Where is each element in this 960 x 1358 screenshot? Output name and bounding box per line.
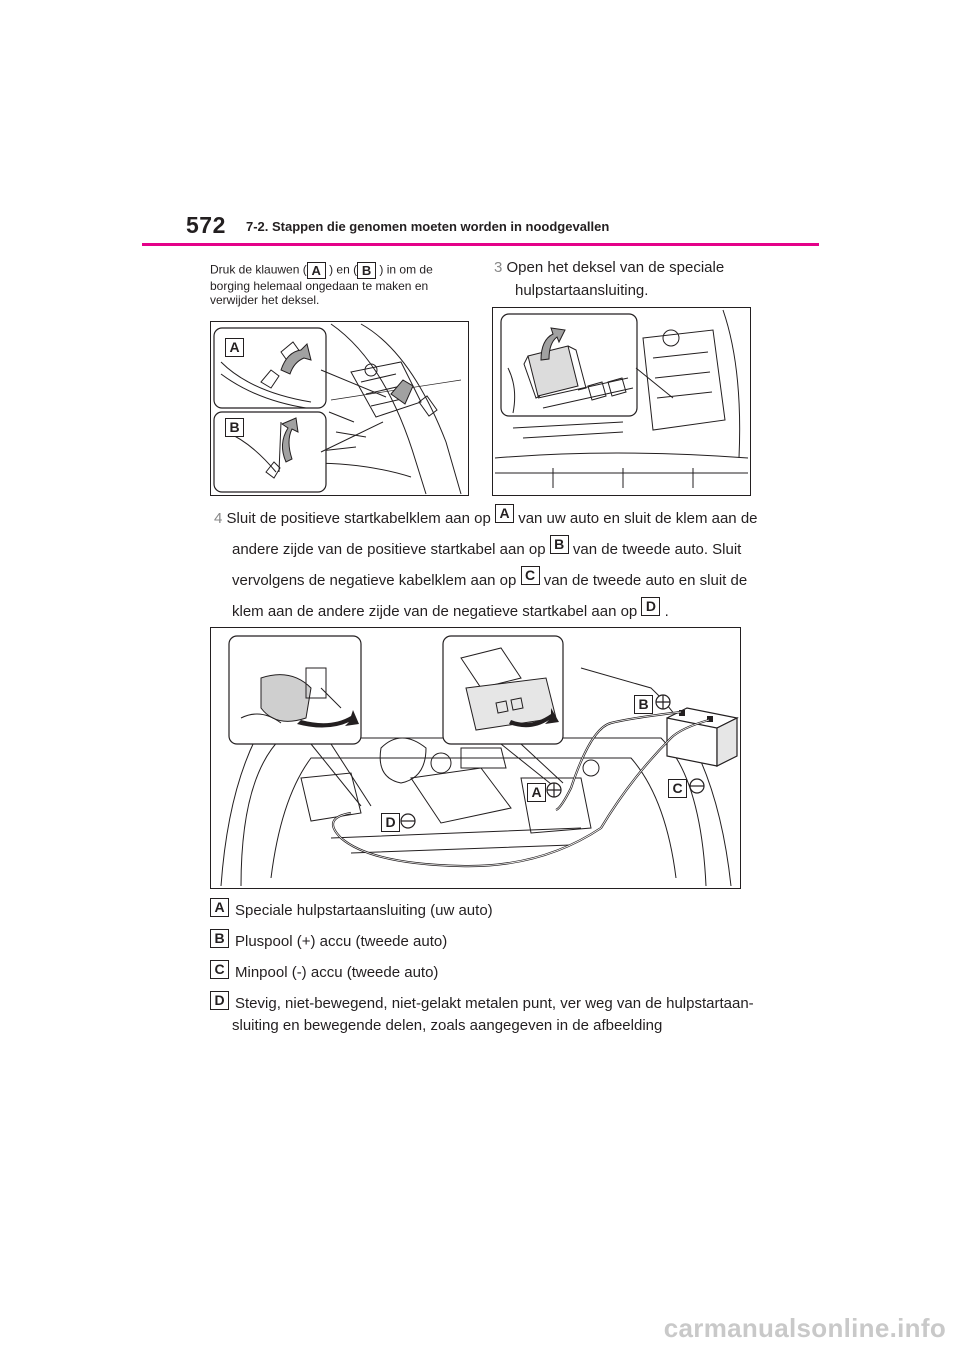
figure-label-c: C	[668, 779, 687, 798]
second-car-battery-icon	[667, 708, 737, 766]
engine-bay-illustration	[211, 322, 468, 495]
figure-hood-claws	[210, 321, 469, 496]
legend-text: Minpool (-) accu (tweede auto)	[235, 964, 439, 981]
label-box-b: B	[357, 262, 376, 279]
step-number: 3	[494, 259, 503, 276]
step-text: andere zijde van de positieve startkabel aan op	[232, 541, 546, 558]
inline-label-d: D	[641, 597, 660, 616]
legend-list	[210, 900, 770, 1037]
label-box-a: A	[307, 262, 326, 279]
legend-item	[210, 962, 770, 993]
figure-caption-note	[210, 262, 460, 307]
legend-text: Speciale hulpstartaansluiting (uw auto)	[235, 902, 493, 919]
figure-label-a: A	[527, 783, 546, 802]
step-4	[214, 504, 774, 632]
watermark: carmanualsonline.info	[663, 1313, 946, 1343]
inline-label-c: C	[521, 566, 540, 585]
step-number: 4	[214, 510, 223, 527]
note-text: Druk de klauwen (	[210, 262, 307, 277]
step-4-line-2	[214, 535, 774, 570]
section-title: 7-2. Stappen die genomen moeten worden in noodgevallen	[246, 219, 610, 234]
legend-text: Pluspool (+) accu (tweede auto)	[235, 933, 448, 950]
page-number: 572	[186, 212, 226, 238]
legend-item	[210, 900, 770, 931]
figure-label-b: B	[225, 418, 244, 437]
step-text: van de tweede auto. Sluit	[572, 541, 742, 558]
note-line-3: verwijder het deksel.	[210, 293, 320, 307]
figure-jumper-cables	[210, 627, 741, 889]
step-3-line-2: hulpstartaansluiting.	[515, 282, 649, 299]
inline-label-b: B	[550, 535, 569, 554]
note-text: ) en (	[329, 262, 358, 277]
step-3	[494, 256, 754, 302]
step-text: van de tweede auto en sluit de	[543, 572, 748, 589]
figure-label-b: B	[634, 695, 653, 714]
step-text: .	[664, 603, 669, 620]
legend-item	[210, 993, 770, 1015]
engine-bay-illustration	[211, 628, 740, 888]
step-text: Sluit de positieve startkabelklem aan op	[226, 510, 491, 527]
step-3-line-1	[494, 256, 754, 279]
note-line-1	[210, 262, 460, 279]
step-4-line-3	[214, 566, 774, 601]
legend-text-continuation: sluiting en bewegende delen, zoals aangegeven in de afbeelding	[232, 1017, 663, 1034]
step-text: vervolgens de negatieve kabelklem aan op	[232, 572, 517, 589]
legend-item	[210, 931, 770, 962]
engine-bay-illustration	[493, 308, 750, 495]
legend-text: Stevig, niet-bewegend, niet-gelakt metalen punt, ver weg van de hulpstartaan-	[235, 995, 754, 1012]
legend-label-d: D	[210, 991, 229, 1010]
figure-label-d: D	[381, 813, 400, 832]
header-rule	[142, 243, 819, 246]
legend-label-a: A	[210, 898, 229, 917]
step-text: van uw auto en sluit de klem aan de	[518, 510, 758, 527]
figure-terminal-cover	[492, 307, 751, 496]
step-text: klem aan de andere zijde van de negatieve startkabel aan op	[232, 603, 638, 620]
step-text: Open het deksel van de speciale	[506, 259, 725, 276]
note-line-2: borging helemaal ongedaan te maken en	[210, 279, 429, 293]
legend-label-b: B	[210, 929, 229, 948]
step-4-line-1	[214, 504, 774, 539]
inline-label-a: A	[495, 504, 514, 523]
note-text: ) in om de	[379, 262, 433, 277]
legend-label-c: C	[210, 960, 229, 979]
figure-label-a: A	[225, 338, 244, 357]
